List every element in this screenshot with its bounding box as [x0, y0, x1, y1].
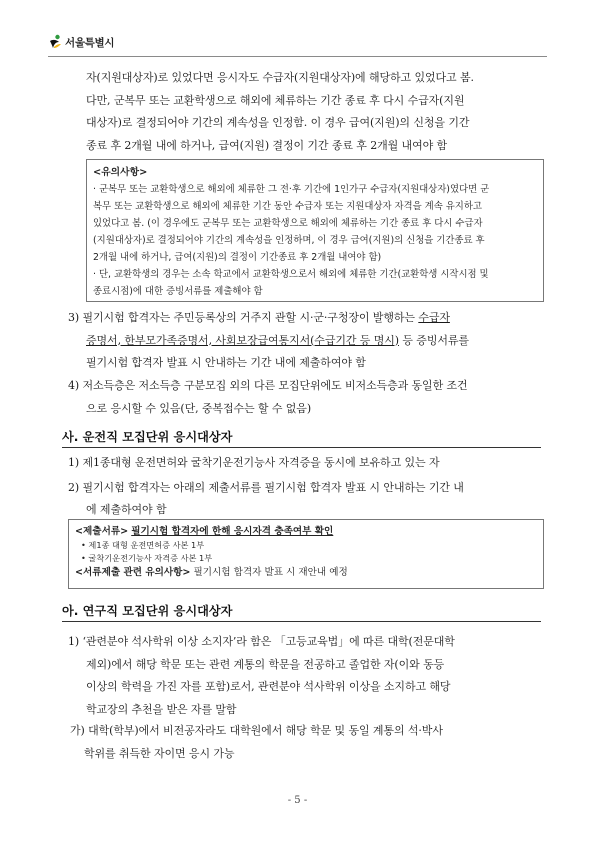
item-3-text: 등 증빙서류를: [398, 333, 469, 347]
item-4-text: 4) 저소득층은 저소득층 구분모집 외의 다른 모집단위에도 비저소득층과 동일한 조건: [68, 379, 468, 392]
caution-note-line: · 단, 교환학생의 경우는 소속 학교에서 교환학생으로서 해외에 체류한 기간(교환학생 시작시점 및: [93, 269, 489, 280]
driving-items: [68, 452, 464, 522]
driving-item-2: 2) 필기시험 합격자는 아래의 제출서류를 필기시험 합격자 발표 시 안내하는 기간 내: [68, 480, 464, 494]
page-number: - 5 -: [287, 795, 308, 806]
item-4-text: 으로 응시할 수 있음(단, 중복접수는 할 수 없음): [86, 401, 312, 415]
driving-item-2: 에 제출하여야 함: [86, 503, 167, 516]
research-item-line: 학교장의 추천을 받은 자를 말함: [86, 702, 237, 716]
caution-note-line: 복무 또는 교환학생으로 해외에 체류한 기간 동안 수급자 또는 지원대상자 자격을 계속 유지하고: [93, 201, 482, 212]
research-sub-item: [70, 720, 443, 765]
item-3-text: 필기시험 합격자 발표 시 안내하는 기간 내에 제출하여야 함: [86, 356, 366, 369]
research-sub-line: 학위를 취득한 자이면 응시 가능: [84, 746, 235, 760]
item-3-underlined: 수급자: [418, 311, 450, 324]
documents-bullet: • 굴착기운전기능사 자격증 사본 1부: [81, 552, 213, 563]
intro-line: 자(지원대상자)로 있었다면 응시자도 수급자(지원대상자)에 해당하고 있었다고 봄.: [86, 71, 474, 84]
section-heading-driving: 사. 운전직 모집단위 응시대상자: [62, 430, 233, 444]
caution-note-line: (지원대상자)로 결정되어야 기간의 계속성을 인정하며, 이 경우 급여(지원)의 신청을 기간종료 후: [93, 235, 485, 246]
driving-item-1: 1) 제1종대형 운전면허와 굴착기운전기능사 자격증을 동시에 보유하고 있는 자: [68, 456, 440, 469]
caution-note-line: · 군복무 또는 교환학생으로 해외에 체류한 그 전·후 기간에 1인가구 수급자(지원대상자)였다면 군: [93, 184, 490, 195]
section-divider: [62, 447, 541, 448]
caution-note-line: 있었다고 봄. (이 경우에도 군복무 또는 교환학생으로 해외에 체류하는 기간 종료 후 다시 수급자: [93, 218, 483, 229]
caution-note-box: [86, 159, 544, 302]
research-item-line: 1) ‘관련분야 석사학위 이상 소지자’라 함은 「고등교육법」에 따른 대학(전문대학: [68, 635, 455, 648]
seoul-logo-icon: [48, 34, 62, 50]
documents-title: 필기시험 합격자에 한해 응시자격 충족여부 확인: [131, 526, 334, 537]
intro-line: 대상자)로 결정되어야 기간의 계속성을 인정함. 이 경우 급여(지원)의 신청을 기간: [86, 116, 470, 129]
intro-paragraph: [86, 67, 474, 157]
section-divider: [62, 621, 541, 622]
submission-caution-text: 필기시험 합격자 발표 시 재안내 예정: [190, 567, 348, 578]
research-item-line: 제외)에서 해당 학문 또는 관련 계통의 학문을 전공하고 졸업한 자(이와 동등: [86, 657, 445, 671]
header-divider: [48, 56, 547, 57]
logo: [48, 34, 114, 50]
research-sub-line: 가) 대학(학부)에서 비전공자라도 대학원에서 해당 학문 및 동일 계통의 석·박사: [70, 724, 443, 737]
research-item-1: [68, 631, 455, 721]
research-item-line: 이상의 학력을 가진 자를 포함)로서, 관련분야 석사학위 이상을 소지하고 해당: [86, 680, 451, 693]
caution-note-line: 종료시점)에 대한 증빙서류를 제출해야 함: [93, 286, 263, 297]
submission-caution-label: <서류제출 관련 유의사항>: [75, 567, 191, 578]
item-3-paragraph: [68, 307, 469, 375]
item-4-paragraph: [68, 375, 468, 420]
item-3-text: 3) 필기시험 합격자는 주민등록상의 거주지 관할 시·군·구청장이 발행하는: [68, 311, 419, 324]
caution-note-line: 2개월 내에 하거나, 급여(지원)의 결정이 기간종료 후 2개월 내여야 함): [93, 252, 382, 263]
documents-bullet: • 제1종 대형 운전면허증 사본 1부: [81, 540, 205, 550]
intro-line: 종료 후 2개월 내에 하거나, 급여(지원) 결정이 기간 종료 후 2개월 내여야 함: [86, 138, 448, 152]
caution-note-title: <유의사항>: [93, 167, 148, 178]
item-3-underlined: 증명서, 한부모가족증명서, 사회보장급여통지서(수급기간 등 명시): [86, 333, 399, 347]
logo-text: 서울특별시: [65, 36, 115, 49]
intro-line: 다만, 군복무 또는 교환학생으로 해외에 체류하는 기간 종료 후 다시 수급자(지원: [86, 93, 465, 107]
documents-note-box: [68, 519, 544, 589]
section-heading-research: 아. 연구직 모집단위 응시대상자: [62, 604, 233, 618]
documents-label: <제출서류>: [75, 526, 129, 537]
